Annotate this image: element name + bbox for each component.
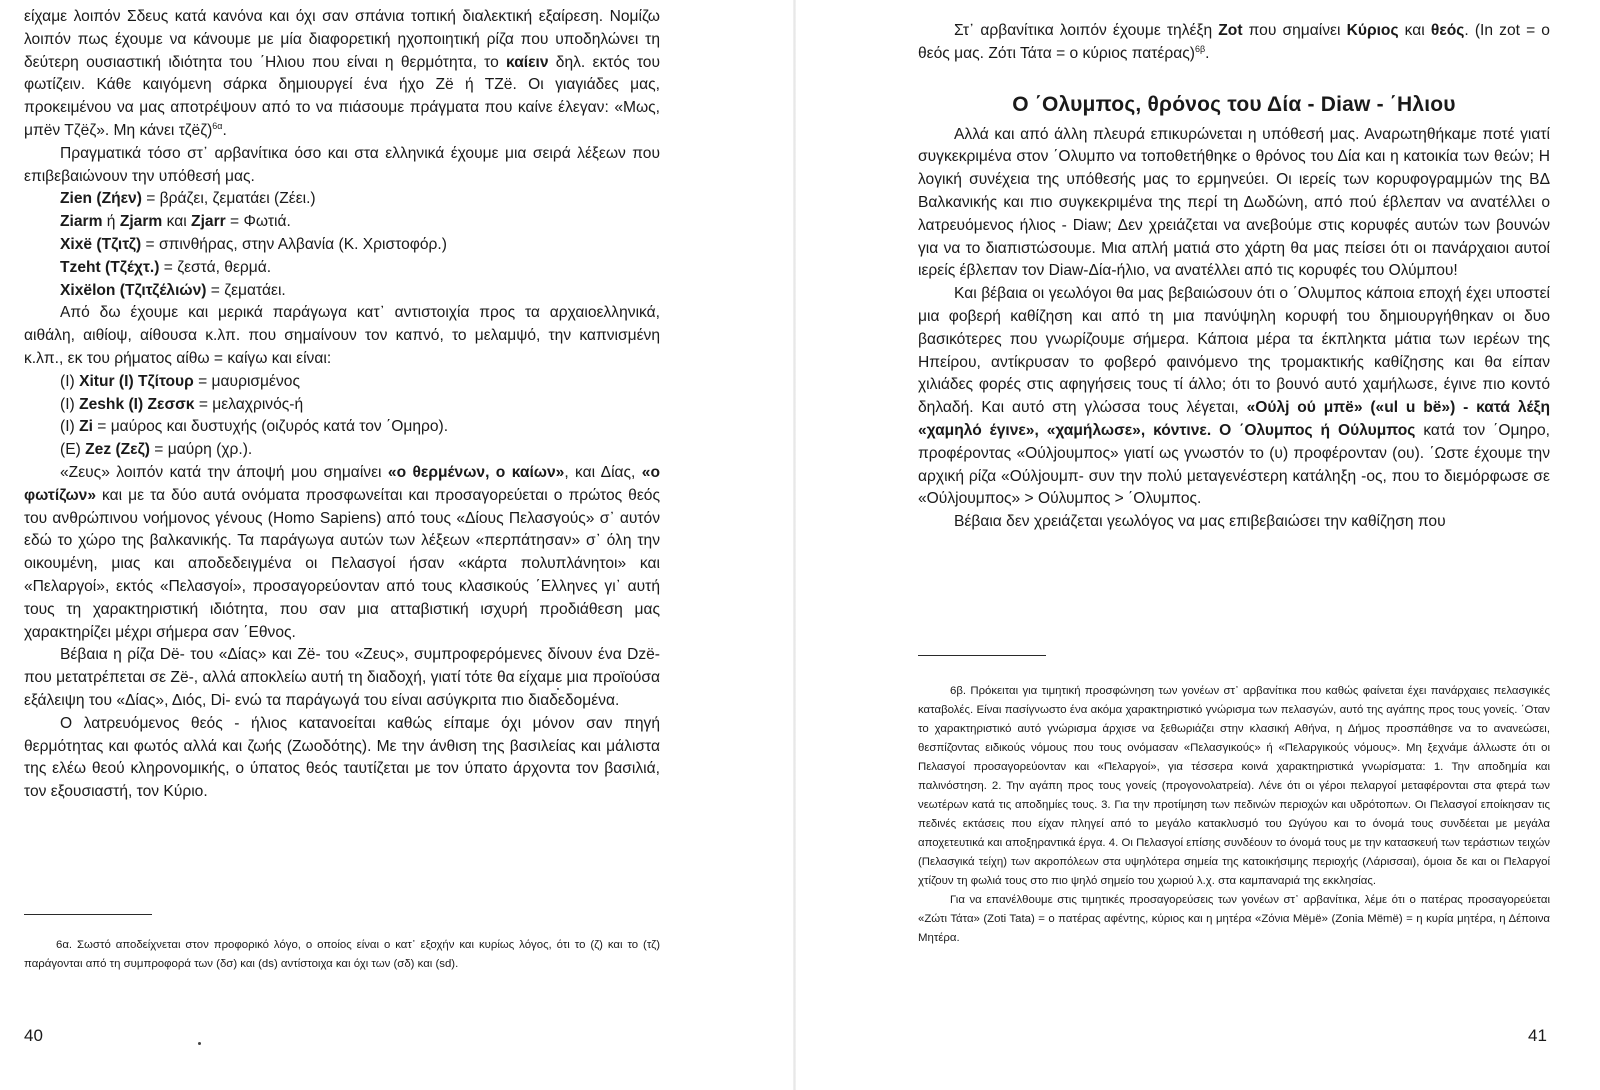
text-run: . <box>1205 44 1210 62</box>
text-run: Για να επανέλθουμε στις τιμητικές προσαγορεύσεις των γονέων στ᾽ αρβανίτικα, λέμε ότι ο πατέρας προσαγορεύεται «Ζώτι Τάτα» (Zoti Tata) = ο πατέρας αφέντης, κύριος και η μητέρα «Ζόνια Μёμё» (Zonia Mёmё) = η κυρία μητέρα, η Δέποινα Μητέρα. <box>918 894 1550 944</box>
text-run: και <box>1398 22 1431 39</box>
text-run: και με τα δύο αυτά ονόματα προσφωνείται και προσαγορεύεται ο πρώτος θεός του ανθρώπινου νοήμονος γένους (Homo Sapiens) από τους «Δίους Πελασγούς» σ᾽ αυτόν εδώ το χώρο της βαλκανικής. Τα παράγωγα αυτών των λέξεων «περπάτησαν» σ᾽ όλη την οικουμένη, μιας και αποδεδειγμένα οι Πελασγοί ήσαν «κάρτα πολυπλάνητοι» και «Πελαργοί», εκτός «Πελασγοί», προσαγορεύονταν από τους κλασικούς ΄Ελληνες γι᾽ αυτή τους τη χαρακτηριστική ιδιότητα, που σαν μια ατταβιστική ισχυρή προδιάθεση μας χαρακτηρίζει μέχρι σήμερα σαν ΄Εθνος. <box>24 486 660 641</box>
right-body-text <box>918 20 1550 534</box>
text-run: = βράζει, ζεματάει (Ζέει.) <box>141 190 316 208</box>
text-run: (Ι) <box>60 395 80 413</box>
paragraph <box>918 283 1550 511</box>
list-item <box>24 416 660 439</box>
list-item <box>24 439 660 462</box>
text-run: Και βέβαια οι γεωλόγοι θα μας βεβαιώσουν ότι ο ΄Ολυμπος κάποια εποχή έχει υποστεί μια φοβερή καθίζηση και από τη μια πανύψηλη κορυφή του δημιουργήθηκαν οι δυο βασικότερες που γνωρίζουμε σήμερα. Κάποια μέρα τα έκπληκτα μάτια των ιερέων της Ηπείρου, αντίκρυσαν το φοβερό φαινόμενο της τρομακτικής καθίζησης και θα είπαν χιλιάδες φορές στις αφηγήσεις τους τί άλλο; ότι το βουνό αυτό χαμήλωσε, έγινε πιο κοντό δηλαδή. Και αυτό στη γλώσσα τους λέγεται, <box>918 285 1550 417</box>
text-run: (Ι) <box>60 418 80 436</box>
left-footnotes <box>24 936 660 974</box>
text-run: = Φωτιά. <box>225 213 291 231</box>
text-run: 6α. Σωστό αποδείχνεται στον προφορικό λόγο, ο οποίος είναι ο κατ᾽ εξοχήν και κυρίως λόγος, ότι το (ζ) και το (τζ) παράγονται από τη συμπροφορά των (δσ) και (ds) αντίστοιχα και όχι των (σδ) και (sd). <box>24 939 660 970</box>
paragraph <box>24 302 660 370</box>
bold-term: Ziarm <box>60 213 103 231</box>
left-footnote-rule <box>24 914 152 915</box>
footnote-marker[interactable]: 6β <box>1194 43 1206 54</box>
text-run: = μαύρος και δυστυχής (οιζυρός κατά τον ΄Ομηρο). <box>92 418 449 436</box>
left-page-number: 40 <box>24 1026 43 1045</box>
text-run: Ο λατρευόμενος θεός - ήλιος κατανοείται καθώς είπαμε όχι μόνον σαν πηγή θερμότητας και φωτός αλλά και ζωής (Ζωοδότης). Με την άνθιση της βασιλείας και μάλιστα της ελέω θεού κληρονομικής, ο ύπατος θεός ταυτίζεται με τον ύπατο άρχοντα τον βασιλιά, τον εξουσιαστή, τον Κύριο. <box>24 714 660 801</box>
bold-term: καίειν <box>506 53 549 71</box>
bold-term: Zi <box>79 418 93 436</box>
bold-term: Zien (Ζήεν) <box>60 190 142 208</box>
right-body-before <box>918 20 1550 66</box>
word-definition-line <box>24 234 660 257</box>
bold-term: «ο φωτίζων» <box>24 463 660 504</box>
bold-term: «Ούλj ού μπё» («ul u bё») - κατά λέξη «χαμηλό έγινε», «χαμήλωσε», κόντινε. Ο ΄Ολυμπος ή Ούλυμπος <box>918 399 1550 439</box>
section-heading: Ο ΄Ολυμπος, θρόνος του Δία - Diaw - ΄Ηλιου <box>1012 92 1456 116</box>
paragraph <box>24 644 660 712</box>
text-run: . <box>222 121 227 139</box>
text-run: Από δω έχουμε και μερικά παράγωγα κατ᾽ αντιστοιχία προς τα αρχαιοελληνικά, αιθάλη, αιθίοψ, αίθουσα κ.λπ. που σημαίνουν τον καπνό, το μελαμψό, την καπνισμένη κ.λπ., εκ του ρήματος αίθω = καίγω και είναι: <box>24 304 660 367</box>
text-run: που σημαίνει <box>1242 22 1347 39</box>
book-gutter <box>793 0 796 1090</box>
text-run: = ζεστά, θερμά. <box>159 258 272 276</box>
bold-term: Zez (Ζεζ) <box>85 441 150 459</box>
paragraph <box>918 511 1550 534</box>
text-run: Αλλά και από άλλη πλευρά επικυρώνεται η υπόθεσή μας. Αναρωτηθήκαμε ποτέ γιατί συγκεκριμένα στον ΄Ολυμπο να τοποθετήθηκε ο θρόνος του Δία και η κατοικία των θεών; Η λογική συνέχεια της υπόθεσής μας το ερμηνεύει. Οι ιερείς των κορυφογραμμών της ΒΔ Βαλκανικής και πιο συγκεκριμένα της περί τη Δωδώνη, από πού έβλεπαν να ανατέλλει ο λατρευόμενος ήλιος - Diaw; Δεν χρειάζεται να ανεβούμε στις κορυφές αυτών των βουνών για να το διαπιστώσουμε. Μια απλή ματιά στο χάρτη θα μας πείσει ότι οι πανάρχαιοι αυτοί ιερείς έβλεπαν τον Diaw-Δία-ήλιο, να ανατέλλει από τις κορυφές του Ολύμπου! <box>918 125 1550 280</box>
footnote-marker[interactable]: 6α <box>212 120 223 131</box>
footnote-paragraph <box>918 891 1550 948</box>
text-run: είχαμε λοιπόν Σδευς κατά κανόνα και όχι σαν σπάνια τοπική διαλεκτική εξαίρεση. Νομίζω λοιπόν πως έχουμε να κάνουμε με μία διαφορετική ηχοποιητική ρίζα που υποδηλώνει τη δεύτερη ουσιαστική ιδιότητα του ΄Ηλιου που είναι η θερμότητα, το <box>24 8 660 71</box>
text-run: και <box>162 213 192 231</box>
text-run: κατά τον ΄Ομηρο, προφέροντας «Ούλjουμπος» γιατί ως γνωστόν το (υ) προφέρονταν (ου). ΄Ωστε έχουμε την αρχική ρίζα «Ούλjουμπ- συν την πολύ μεταγενέστερη κατάληξη -ος, που το διεμόρφωσε σε «Ούλjουμπος» > Ούλυμπος > ΄Ολυμπος. <box>918 421 1551 508</box>
print-speck <box>198 1042 201 1045</box>
bold-term: Xixёlon (Τζιτζέλιών) <box>60 281 207 299</box>
paragraph <box>24 6 660 143</box>
paragraph <box>918 20 1550 66</box>
right-page-number: 41 <box>1528 1026 1547 1045</box>
paragraph <box>24 462 660 644</box>
word-definition-line <box>24 280 660 303</box>
left-body-text <box>24 6 660 804</box>
word-definition-line <box>24 257 660 280</box>
bold-term: Κύριος <box>1346 22 1399 39</box>
bold-term: Zeshk (Ι) Ζεσσκ <box>79 395 195 413</box>
word-definition-line <box>24 211 660 234</box>
paragraph <box>24 713 660 804</box>
text-run: δηλ. εκτός του φωτίζειν. Κάθε καιγόμενη σάρκα δημιουργεί ένα ήχο Ζё ή ΤΖё. Οι γιαγιάδες μας, προκειμένου να μας αποτρέψουν από το να πιάσουμε πράγματα που καίνε έλεγαν: «Μως, μπёν Τζёζ». Μη κάνει τζёζ) <box>24 53 661 139</box>
paragraph <box>24 143 660 189</box>
text-run: Βέβαια δεν χρειάζεται γεωλόγος να μας επιβεβαιώσει την καθίζηση που <box>954 513 1446 531</box>
left-page <box>0 0 790 1090</box>
text-run: = ζεματάει. <box>206 281 286 299</box>
bold-term: Xitur (Ι) Τζίτουρ <box>79 372 194 390</box>
text-run: = μαυρισμένος <box>193 372 300 390</box>
word-definition-line <box>24 188 660 211</box>
text-run: ή <box>102 213 120 231</box>
list-item <box>24 394 660 417</box>
bold-term: «ο θερμένων, ο καίων» <box>387 463 565 481</box>
list-item <box>24 371 660 394</box>
text-run: = μελαχρινός-ή <box>194 395 304 413</box>
text-run: 6β. Πρόκειται για τιμητική προσφώνηση των γονέων στ᾽ αρβανίτικα που καθώς φαίνεται έχει πανάρχαιες πελασγικές καταβολές. Είναι πασίγνωστο ένα ακόμα χαρακτηριστικό γνώρισμα των πελασγών, αυτό της αγάπης προς τους γονείς. ΄Οταν το χαρακτηριστικό αυτό γνώρισμα άρχισε να ξεθωριάζει στην κλασική Αθήνα, η Δήμος προσπάθησε να το ανανεώσει, θεσπίζοντας ειδικούς νόμους που τους ονόμασαν «Πελασγικούς» ή «Πελαργικούς νόμους». Μη ξεχνάμε άλλωστε ότι οι Πελασγοί προσαγορεύονταν και «Πελαργοί», για τέσσερα κοινά χαρακτηριστικά γνωρίσματα: 1. Την αποδημία και παλινόστηση. 2. Την αγάπη προς τους γονείς (προγονολατρεία). Λένε ότι οι γέροι πελαργοί μεταφέρονται στα φτερά των νεωτέρων κατά τις αποδημίες τους. 3. Για την προτίμηση των πεδινών περιοχών και υδρότοπων. Οι Πελασγοί εποίκησαν τις πεδινές εκτάσεις που είχαν πληγεί από το μεγάλο κατακλυσμό του Ωγύγου και το όνομά τους συνδέεται με μεγάλα αποχετευτικά και αποξηραντικά έργα. 4. Οι Πελασγοί επίσης συνδέουν το όνομά τους με την κατασκευή των τεράστιων τειχών (Πελασγικά τείχη) των ακροπόλεων στα υψηλότερα σημεία της κατοικήσιμης περιοχής (Λάρισσαι), όμοια δε και οι Πελαργοί χτίζουν τη φωλιά τους στο πιο ψηλό σημείο του χωριού λ.χ. στα καμπαναριά της εκκλησίας. <box>918 685 1550 887</box>
bold-term: Tzeht (Τζέχτ.) <box>60 258 160 276</box>
text-run: «Ζευς» λοιπόν κατά την άποψή μου σημαίνει <box>60 463 388 481</box>
text-run: Στ᾽ αρβανίτικα λοιπόν έχουμε τηλέξη <box>954 22 1219 39</box>
right-footnotes <box>918 682 1550 948</box>
text-run: = σπινθήρας, στην Αλβανία (Κ. Χριστοφόρ.) <box>141 235 447 253</box>
footnote-paragraph <box>918 682 1550 891</box>
text-run: Πραγματικά τόσο στ᾽ αρβανίτικα όσο και στα ελληνικά έχουμε μια σειρά λέξεων που επιβεβαιώνουν την υπόθεσή μας. <box>24 144 660 185</box>
right-body-after <box>918 124 1550 534</box>
print-speck <box>557 688 559 690</box>
text-run: Βέβαια η ρίζα Dё- του «Δίας» και Ζё- του «Ζευς», συμπροφερόμενες δίνουν ένα Dzё- που μετατρέπεται σε Ζё-, αλλά αποκλείω αυτή τη διαδοχή, γιατί τότε θα είχαμε μια προϊούσα εξάλειψη του «Δίας», Διός, Di- ενώ τα παράγωγά του είναι ασύγκριτα πιο διαδεδομένα. <box>24 646 660 709</box>
bold-term: Xixё (Τζιτζ) <box>60 235 142 253</box>
text-run: (Ε) <box>60 441 86 459</box>
bold-term: Zjarm <box>119 213 163 231</box>
right-page <box>800 0 1600 1090</box>
bold-term: Zot <box>1218 22 1243 39</box>
bold-term: θεός <box>1430 22 1465 39</box>
footnote-paragraph <box>24 936 660 974</box>
text-run: . (In zot = ο θεός μας. Ζότι Τάτα = ο κύριος πατέρας) <box>918 22 1550 62</box>
text-run: , και Δίας, <box>564 463 642 481</box>
text-run: (Ι) <box>60 372 80 390</box>
right-footnote-rule <box>918 655 1046 656</box>
bold-term: Zjarr <box>191 213 226 231</box>
paragraph <box>918 124 1550 284</box>
text-run: = μαύρη (χρ.). <box>149 441 253 459</box>
